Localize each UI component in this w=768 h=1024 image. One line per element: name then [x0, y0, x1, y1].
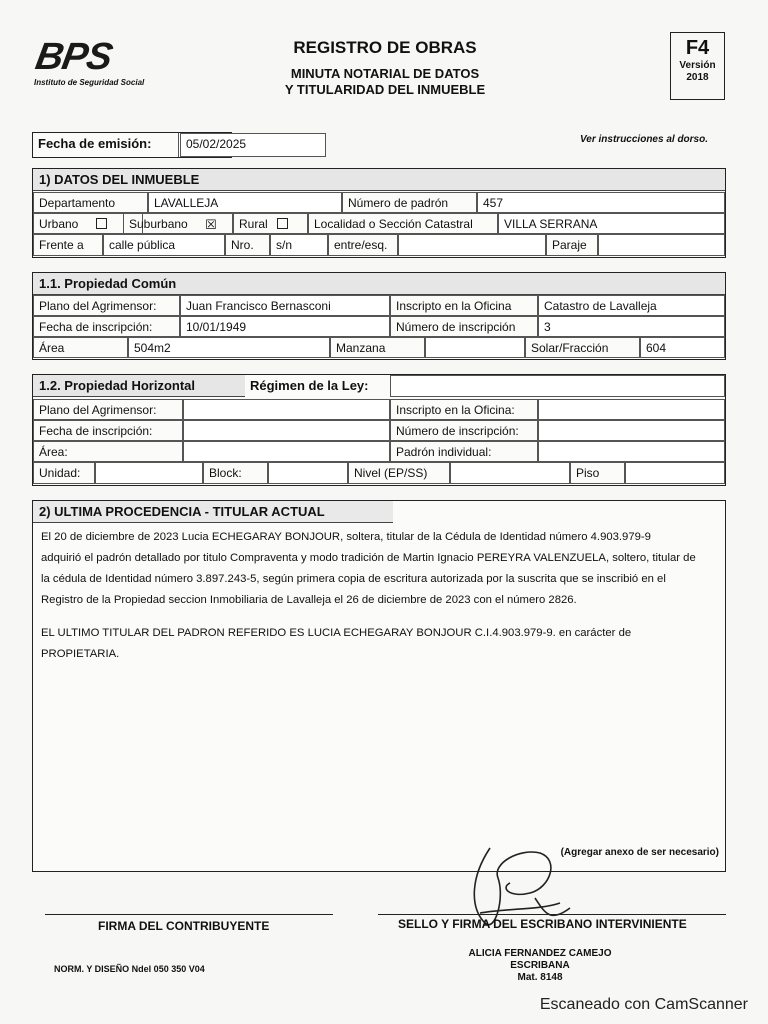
suburbano-checkbox[interactable]: ☒: [205, 217, 217, 232]
urbano-checkbox[interactable]: [96, 218, 107, 229]
piso-field[interactable]: [625, 462, 725, 484]
inscripto-label: Inscripto en la Oficina: [390, 295, 538, 316]
entre-label: entre/esq.: [328, 234, 398, 256]
area-label: Área: [33, 337, 128, 358]
bps-logo: [34, 36, 154, 92]
form-subtitle: [200, 66, 570, 98]
logo-subtitle: Instituto de Seguridad Social: [34, 78, 145, 87]
fecha-inscripcion-label: Fecha de inscripción:: [33, 316, 180, 337]
firma-escribano-label: SELLO Y FIRMA DEL ESCRIBANO INTERVINIENTE: [398, 917, 687, 931]
emission-date-field[interactable]: 05/02/2025: [180, 133, 326, 157]
procedencia-line-2: adquirió el padrón detallado por titulo Compraventa y modo tradición de Martin Ignacio PEREYRA VALENZUELA, soltero, titular de: [41, 552, 696, 564]
regimen-label: Régimen de la Ley:: [250, 378, 369, 393]
ph-fecha-label: Fecha de inscripción:: [33, 420, 183, 441]
localidad-label: Localidad o Sección Catastral: [308, 213, 498, 234]
nivel-label: Nivel (EP/SS): [348, 462, 450, 484]
paraje-label: Paraje: [546, 234, 598, 256]
departamento-field[interactable]: LAVALLEJA: [148, 192, 342, 213]
titular-line-1: EL ULTIMO TITULAR DEL PADRON REFERIDO ES LUCIA ECHEGARAY BONJOUR C.I.4.903.979-9. en carácter de: [41, 627, 632, 639]
suburbano-label: Suburbano: [129, 217, 188, 231]
solar-label: Solar/Fracción: [525, 337, 640, 358]
emission-label: Fecha de emisión:: [33, 133, 179, 157]
departamento-label: Departamento: [33, 192, 148, 213]
section12-title: 1.2. Propiedad Horizontal: [33, 375, 245, 397]
section1-title: 1) DATOS DEL INMUEBLE: [33, 169, 725, 191]
ph-plano-field[interactable]: [183, 399, 390, 420]
titular-line-2: PROPIETARIA.: [41, 648, 120, 660]
padron-field[interactable]: 457: [477, 192, 725, 213]
ph-numero-field[interactable]: [538, 420, 725, 441]
ph-inscripto-label: Inscripto en la Oficina:: [390, 399, 538, 420]
procedencia-line-1: El 20 de diciembre de 2023 Lucia ECHEGARAY BONJOUR, soltera, titular de la Cédula de Identidad número 4.903.979-9: [41, 531, 651, 543]
subtitle-line-1: MINUTA NOTARIAL DE DATOS: [290, 66, 480, 81]
form-code: F4: [685, 37, 710, 59]
suburbano-option[interactable]: [123, 213, 233, 234]
section-ultima-procedencia: [32, 500, 726, 872]
ph-inscripto-field[interactable]: [538, 399, 725, 420]
rural-checkbox[interactable]: [277, 218, 288, 229]
version-label: Versión: [679, 60, 716, 71]
section2-title: 2) ULTIMA PROCEDENCIA - TITULAR ACTUAL: [33, 501, 393, 523]
plano-field[interactable]: Juan Francisco Bernasconi: [180, 295, 390, 316]
rural-option[interactable]: [233, 213, 308, 234]
subtitle-line-2: Y TITULARIDAD DEL INMUEBLE: [284, 82, 486, 97]
signature-line-contribuyente: [45, 914, 333, 915]
procedencia-line-3: la cédula de Identidad número 3.897.243-5, según primera copia de escritura autorizada por la suscrita que se inscribió en el: [41, 573, 666, 585]
area-field[interactable]: 504m2: [128, 337, 330, 358]
frente-label: Frente a: [33, 234, 103, 256]
block-label: Block:: [203, 462, 268, 484]
form-code-box: [670, 32, 725, 100]
version-year: 2018: [686, 72, 709, 83]
stamp-mat: Mat. 8148: [517, 972, 563, 983]
padron-label: Número de padrón: [342, 192, 477, 213]
firma-contribuyente-label: FIRMA DEL CONTRIBUYENTE: [98, 919, 270, 933]
instructions-note: Ver instrucciones al dorso.: [580, 134, 709, 145]
signature-line-escribano: [378, 914, 726, 915]
form-title: REGISTRO DE OBRAS: [293, 38, 477, 57]
unidad-field[interactable]: [95, 462, 203, 484]
nro-field[interactable]: s/n: [270, 234, 328, 256]
procedencia-text: [41, 527, 717, 611]
fecha-inscripcion-field[interactable]: 10/01/1949: [180, 316, 390, 337]
rural-label: Rural: [239, 217, 268, 231]
notary-stamp: [460, 948, 620, 984]
frente-field[interactable]: calle pública: [103, 234, 225, 256]
stamp-title: ESCRIBANA: [510, 960, 570, 971]
norm-label: NORM. Y DISEÑO Ndel 050 350 V04: [54, 964, 205, 974]
numero-inscripcion-label: Número de inscripción: [390, 316, 538, 337]
nivel-field[interactable]: [450, 462, 570, 484]
procedencia-line-4: Registro de la Propiedad seccion Inmobiliaria de Lavalleja el 26 de diciembre de 2023 con el número 2826.: [41, 594, 577, 606]
ph-area-field[interactable]: [183, 441, 390, 462]
entre-field[interactable]: [398, 234, 546, 256]
stamp-name: ALICIA FERNANDEZ CAMEJO: [468, 948, 612, 959]
solar-field[interactable]: 604: [640, 337, 725, 358]
block-field[interactable]: [268, 462, 348, 484]
manzana-field[interactable]: [425, 337, 525, 358]
titular-text: [41, 623, 717, 665]
ph-padron-field[interactable]: [538, 441, 725, 462]
piso-label: Piso: [570, 462, 625, 484]
inscripto-field[interactable]: Catastro de Lavalleja: [538, 295, 725, 316]
nro-label: Nro.: [225, 234, 270, 256]
urbano-label: Urbano: [39, 217, 79, 231]
ph-area-label: Área:: [33, 441, 183, 462]
ph-padron-label: Padrón individual:: [390, 441, 538, 462]
ph-plano-label: Plano del Agrimensor:: [33, 399, 183, 420]
ph-numero-label: Número de inscripción:: [390, 420, 538, 441]
regimen-field[interactable]: [390, 375, 725, 397]
section11-title: 1.1. Propiedad Común: [33, 273, 725, 295]
camscanner-watermark: Escaneado con CamScanner: [539, 996, 748, 1013]
logo-text: BPS: [32, 36, 115, 78]
numero-inscripcion-field[interactable]: 3: [538, 316, 725, 337]
annex-note: (Agregar anexo de ser necesario): [560, 847, 719, 858]
unidad-label: Unidad:: [33, 462, 95, 484]
manzana-label: Manzana: [330, 337, 425, 358]
ph-fecha-field[interactable]: [183, 420, 390, 441]
localidad-field[interactable]: VILLA SERRANA: [498, 213, 725, 234]
paraje-field[interactable]: [598, 234, 725, 256]
plano-label: Plano del Agrimensor:: [33, 295, 180, 316]
